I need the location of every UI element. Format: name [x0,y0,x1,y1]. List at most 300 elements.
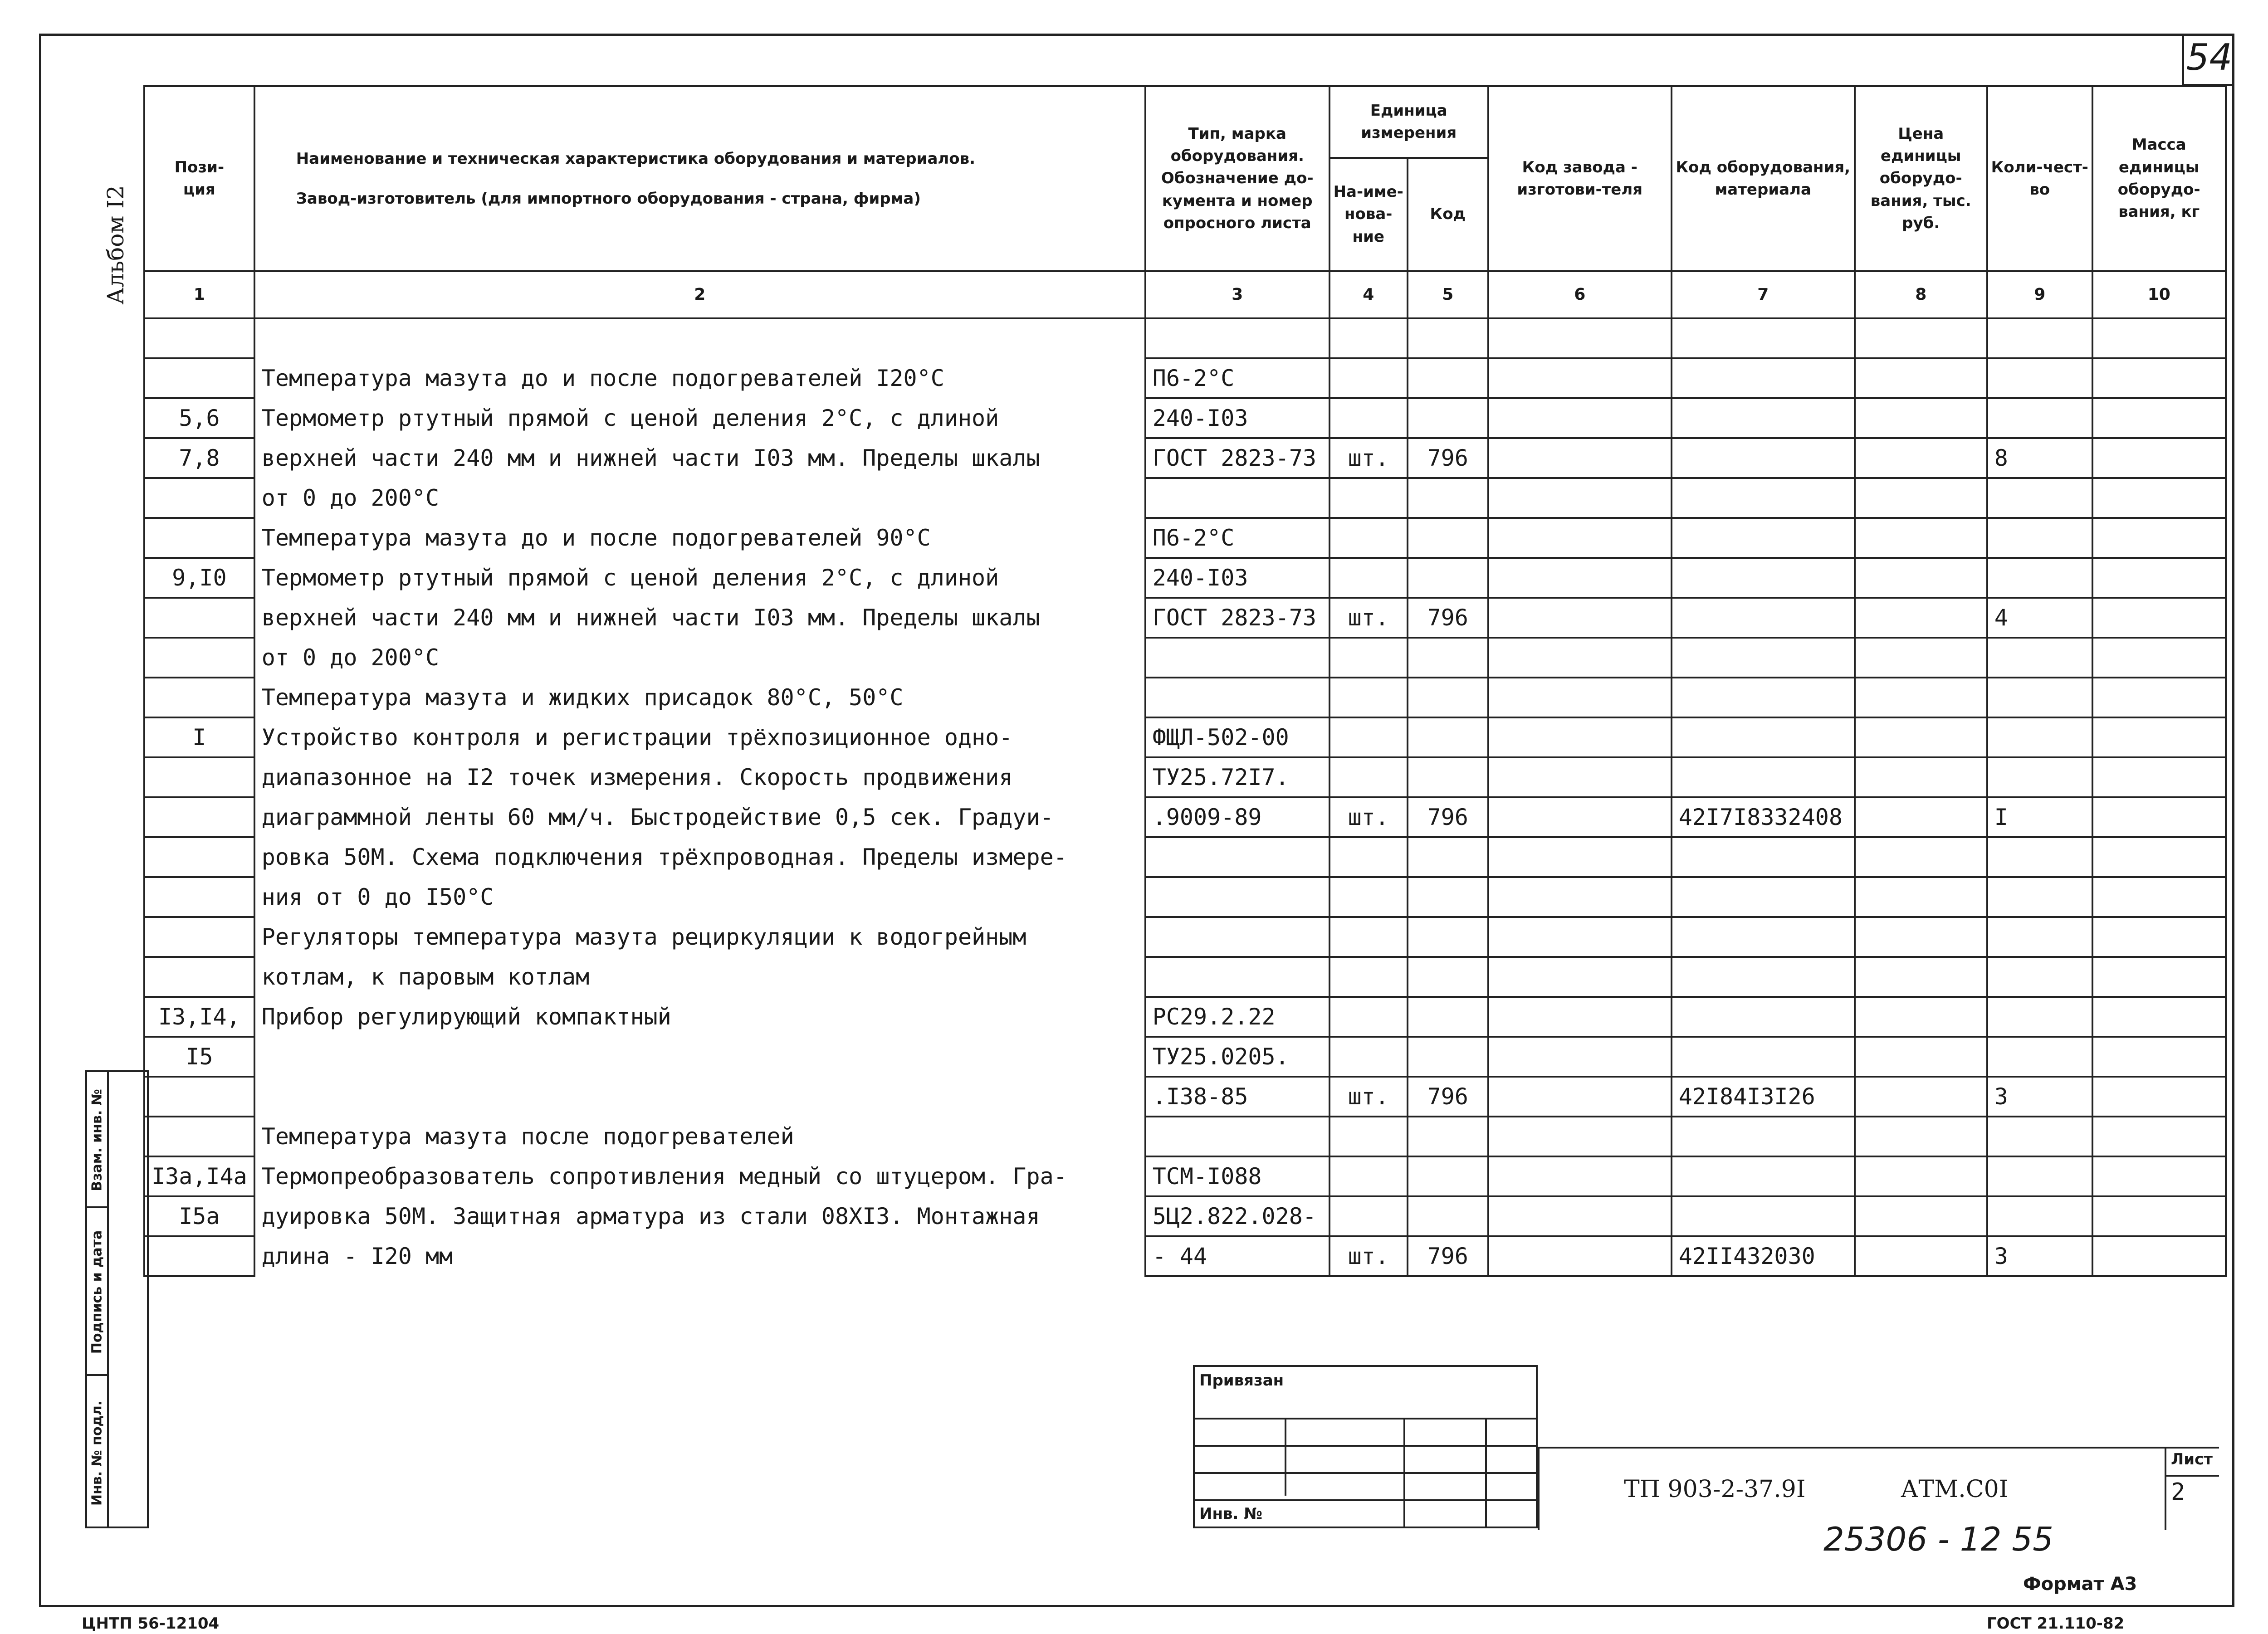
cell-type [1145,1117,1330,1156]
cell-item-code [1672,837,1855,877]
cell-factory-code [1488,1196,1672,1236]
cell-unit-code: 796 [1408,438,1488,478]
cell-factory-code [1488,1156,1672,1196]
cell-quantity [1987,717,2092,757]
cell-price [1855,398,1987,438]
album-label: Альбом I2 [103,185,129,305]
cell-quantity: 4 [1987,598,2092,638]
col-num: 2 [254,271,1145,318]
cell-mass [2092,717,2226,757]
doc-mark: АТМ.С0I [1901,1476,2009,1503]
specification-body [144,318,2226,1276]
cell-item-code [1672,757,1855,797]
side-stamp-label-column [87,1072,109,1527]
cell-type: .9009-89 [1145,797,1330,837]
cell-quantity [1987,518,2092,558]
cell-unit-code [1408,1196,1488,1236]
cell-price [1855,797,1987,837]
cell-unit [1330,318,1408,358]
cell-type: ГОСТ 2823-73 [1145,598,1330,638]
cell-name: Прибор регулирующий компактный [254,997,1145,1037]
table-row [144,1077,2226,1117]
cell-price [1855,558,1987,598]
cell-name: Температура мазута после подогревателей [254,1117,1145,1156]
cell-type [1145,638,1330,678]
cell-price [1855,1117,1987,1156]
cell-unit-code [1408,398,1488,438]
cell-price [1855,1236,1987,1276]
header-name-line2: Завод-изготовитель (для импортного оборудования - страна, фирма) [296,190,921,208]
cell-item-code [1672,1037,1855,1077]
header-unit-name: На-име-нова-ние [1330,158,1408,271]
cell-factory-code [1488,717,1672,757]
cell-price [1855,438,1987,478]
header-item-code: Код оборудования, материала [1672,86,1855,271]
cell-unit-code [1408,678,1488,717]
cell-mass [2092,837,2226,877]
table-row [144,398,2226,438]
cell-quantity [1987,837,2092,877]
cell-item-code [1672,438,1855,478]
cell-position: I3а,I4а [144,1156,254,1196]
footer-right: ГОСТ 21.110-82 [1987,1614,2125,1633]
cell-factory-code [1488,438,1672,478]
cell-item-code [1672,717,1855,757]
cell-price [1855,478,1987,518]
cell-mass [2092,678,2226,717]
stamp-line [1285,1418,1286,1496]
specification-table [143,85,2227,1277]
cell-unit-code [1408,717,1488,757]
cell-name: диапазонное на I2 точек измерения. Скорость продвижения [254,757,1145,797]
cell-price [1855,997,1987,1037]
cell-factory-code [1488,638,1672,678]
stamp-inv-label: Инв. № [1199,1505,1263,1523]
cell-item-code [1672,997,1855,1037]
cell-unit [1330,638,1408,678]
cell-type: 240-I03 [1145,558,1330,598]
cell-item-code [1672,917,1855,957]
cell-name: длина - I20 мм [254,1236,1145,1276]
cell-price [1855,917,1987,957]
cell-unit-code [1408,1117,1488,1156]
table-row [144,717,2226,757]
cell-name: Термометр ртутный прямой с ценой деления 2°С, с длиной [254,398,1145,438]
cell-mass [2092,318,2226,358]
title-block-edge [1538,1449,1540,1530]
cell-mass [2092,917,2226,957]
cell-type: - 44 [1145,1236,1330,1276]
table-row [144,358,2226,398]
cell-position [144,1117,254,1156]
cell-quantity [1987,957,2092,997]
cell-type: ТУ25.72I7. [1145,757,1330,797]
cell-mass [2092,598,2226,638]
col-num: 1 [144,271,254,318]
table-row [144,1037,2226,1077]
table-row [144,438,2226,478]
cell-type [1145,957,1330,997]
sheet-value: 2 [2171,1478,2185,1506]
cell-factory-code [1488,797,1672,837]
table-row [144,638,2226,678]
cell-unit: шт. [1330,797,1408,837]
cell-unit [1330,957,1408,997]
cell-quantity [1987,1117,2092,1156]
cell-price [1855,318,1987,358]
cell-factory-code [1488,1236,1672,1276]
cell-price [1855,598,1987,638]
cell-item-code: 42I7I8332408 [1672,797,1855,837]
cell-price [1855,717,1987,757]
title-block [1538,1447,2219,1530]
cell-unit [1330,997,1408,1037]
table-row [144,957,2226,997]
cell-mass [2092,1077,2226,1117]
cell-quantity: 3 [1987,1236,2092,1276]
cell-mass [2092,1236,2226,1276]
cell-price [1855,638,1987,678]
cell-factory-code [1488,757,1672,797]
cell-type: ТСМ-I088 [1145,1156,1330,1196]
header-factory-code: Код завода - изготови-теля [1488,86,1672,271]
cell-item-code [1672,957,1855,997]
cell-name [254,318,1145,358]
cell-unit-code [1408,638,1488,678]
cell-name: дуировка 50М. Защитная арматура из стали 08ХI3. Монтажная [254,1196,1145,1236]
cell-price [1855,358,1987,398]
cell-factory-code [1488,358,1672,398]
cell-unit-code [1408,478,1488,518]
cell-mass [2092,398,2226,438]
side-stamp-replace-inv: Взам. инв. № [89,1089,105,1191]
cell-factory-code [1488,1077,1672,1117]
binding-stamp [1193,1365,1538,1528]
cell-unit [1330,478,1408,518]
cell-position [144,1236,254,1276]
cell-name: верхней части 240 мм и нижней части I03 мм. Пределы шкалы [254,598,1145,638]
binding-stamp-title: Привязан [1199,1371,1284,1390]
cell-mass [2092,757,2226,797]
cell-item-code: 42I84I3I26 [1672,1077,1855,1117]
cell-factory-code [1488,558,1672,598]
cell-factory-code [1488,478,1672,518]
cell-factory-code [1488,917,1672,957]
cell-mass [2092,438,2226,478]
col-num: 5 [1408,271,1488,318]
cell-position [144,598,254,638]
cell-position [144,518,254,558]
cell-mass [2092,877,2226,917]
stamp-line [1485,1418,1487,1527]
col-num: 8 [1855,271,1987,318]
cell-item-code [1672,318,1855,358]
cell-unit-code: 796 [1408,1077,1488,1117]
cell-item-code [1672,1156,1855,1196]
cell-price [1855,877,1987,917]
cell-position [144,837,254,877]
cell-quantity [1987,1196,2092,1236]
table-row [144,1156,2226,1196]
cell-type [1145,877,1330,917]
cell-unit [1330,917,1408,957]
cell-factory-code [1488,837,1672,877]
cell-quantity [1987,1037,2092,1077]
cell-unit: шт. [1330,1077,1408,1117]
cell-unit [1330,558,1408,598]
cell-type: П6-2°С [1145,518,1330,558]
cell-type: 5Ц2.822.028- [1145,1196,1330,1236]
cell-item-code: 42II432030 [1672,1236,1855,1276]
cell-name: котлам, к паровым котлам [254,957,1145,997]
footer-left: ЦНТП 56-12104 [82,1614,220,1633]
cell-position [144,478,254,518]
table-row [144,678,2226,717]
title-block-divider [2165,1449,2166,1530]
table-row [144,518,2226,558]
cell-unit-code [1408,877,1488,917]
header-price: Цена единицы оборудо-вания, тыс. руб. [1855,86,1987,271]
cell-type: .I38-85 [1145,1077,1330,1117]
cell-factory-code [1488,598,1672,638]
table-row [144,797,2226,837]
cell-price [1855,518,1987,558]
col-num: 3 [1145,271,1330,318]
cell-position [144,358,254,398]
cell-type: ФЩЛ-502-00 [1145,717,1330,757]
sheet-number-box [2182,34,2234,86]
cell-quantity [1987,478,2092,518]
cell-position [144,957,254,997]
cell-position: I3,I4, [144,997,254,1037]
cell-name: ровка 50М. Схема подключения трёхпроводная. Пределы измере- [254,837,1145,877]
cell-name: Температура мазута и жидких присадок 80°С, 50°С [254,678,1145,717]
cell-unit-code [1408,318,1488,358]
cell-price [1855,837,1987,877]
cell-factory-code [1488,957,1672,997]
table-row [144,478,2226,518]
cell-item-code [1672,558,1855,598]
cell-position [144,757,254,797]
cell-quantity [1987,318,2092,358]
cell-price [1855,957,1987,997]
col-num: 10 [2092,271,2226,318]
cell-unit [1330,358,1408,398]
cell-position: I5 [144,1037,254,1077]
cell-position: I5а [144,1196,254,1236]
cell-name: Регуляторы температура мазута рециркуляции к водогрейным [254,917,1145,957]
table-row [144,917,2226,957]
archive-number-handwritten: 25306 - 12 55 [1823,1520,2053,1558]
table-row [144,1117,2226,1156]
cell-unit [1330,518,1408,558]
cell-position: 7,8 [144,438,254,478]
cell-price [1855,1037,1987,1077]
cell-unit [1330,1117,1408,1156]
cell-quantity: 8 [1987,438,2092,478]
cell-type: ГОСТ 2823-73 [1145,438,1330,478]
title-block-divider [2165,1475,2219,1477]
table-row [144,837,2226,877]
header-unit-code: Код [1408,158,1488,271]
side-stamp [85,1070,149,1528]
cell-mass [2092,358,2226,398]
cell-price [1855,1156,1987,1196]
cell-mass [2092,1117,2226,1156]
cell-name: от 0 до 200°С [254,638,1145,678]
cell-item-code [1672,358,1855,398]
header-name [254,86,1145,271]
cell-item-code [1672,877,1855,917]
table-row [144,757,2226,797]
cell-mass [2092,558,2226,598]
cell-mass [2092,638,2226,678]
cell-mass [2092,1156,2226,1196]
cell-unit [1330,877,1408,917]
cell-quantity [1987,917,2092,957]
col-num: 4 [1330,271,1408,318]
cell-position [144,1077,254,1117]
side-stamp-signature-date: Подпись и дата [89,1230,105,1354]
cell-unit [1330,757,1408,797]
cell-item-code [1672,1117,1855,1156]
cell-quantity [1987,877,2092,917]
cell-unit-code [1408,358,1488,398]
cell-position: 9,I0 [144,558,254,598]
table-row [144,1196,2226,1236]
cell-unit: шт. [1330,438,1408,478]
cell-price [1855,678,1987,717]
sheet-label: Лист [2171,1450,2213,1468]
table-row [144,1236,2226,1276]
column-numbers-row [144,271,2226,318]
cell-item-code [1672,478,1855,518]
cell-unit [1330,837,1408,877]
cell-unit: шт. [1330,1236,1408,1276]
side-stamp-original-inv: Инв. № подл. [89,1400,105,1506]
cell-position [144,638,254,678]
cell-name: Температура мазута до и после подогревателей I20°С [254,358,1145,398]
cell-type: 240-I03 [1145,398,1330,438]
cell-name: от 0 до 200°С [254,478,1145,518]
cell-quantity [1987,398,2092,438]
cell-unit: шт. [1330,598,1408,638]
cell-quantity [1987,358,2092,398]
cell-type [1145,318,1330,358]
cell-unit-code [1408,757,1488,797]
cell-position [144,877,254,917]
col-num: 9 [1987,271,2092,318]
cell-quantity [1987,558,2092,598]
table-row [144,877,2226,917]
cell-item-code [1672,518,1855,558]
cell-unit-code: 796 [1408,1236,1488,1276]
header-name-line1: Наименование и техническая характеристика оборудования и материалов. [296,149,976,168]
cell-unit-code [1408,957,1488,997]
cell-position [144,318,254,358]
cell-factory-code [1488,518,1672,558]
cell-price [1855,757,1987,797]
header-unit-group: Единица измерения [1330,86,1488,158]
cell-unit-code: 796 [1408,598,1488,638]
cell-mass [2092,1196,2226,1236]
cell-type: П6-2°С [1145,358,1330,398]
cell-unit-code [1408,518,1488,558]
col-num: 6 [1488,271,1672,318]
cell-mass [2092,957,2226,997]
cell-mass [2092,797,2226,837]
cell-unit [1330,678,1408,717]
cell-unit-code [1408,1037,1488,1077]
table-row [144,598,2226,638]
header-quantity: Коли-чест-во [1987,86,2092,271]
cell-unit [1330,1196,1408,1236]
cell-unit [1330,717,1408,757]
cell-name: ния от 0 до I50°С [254,877,1145,917]
cell-name: диаграммной ленты 60 мм/ч. Быстродействие 0,5 сек. Градуи- [254,797,1145,837]
cell-unit-code: 796 [1408,797,1488,837]
cell-factory-code [1488,318,1672,358]
cell-unit-code [1408,917,1488,957]
header-row-top [144,86,2226,158]
header-position: Пози- ция [144,86,254,271]
cell-name: Температура мазута до и после подогревателей 90°С [254,518,1145,558]
cell-name: верхней части 240 мм и нижней части I03 мм. Пределы шкалы [254,438,1145,478]
cell-mass [2092,1037,2226,1077]
cell-position [144,917,254,957]
header-type: Тип, марка оборудования. Обозначение до-кумента и номер опросного листа [1145,86,1330,271]
cell-quantity [1987,757,2092,797]
cell-factory-code [1488,1117,1672,1156]
cell-position: 5,6 [144,398,254,438]
cell-type [1145,678,1330,717]
cell-type: ТУ25.0205. [1145,1037,1330,1077]
cell-unit [1330,398,1408,438]
sheet-number-handwritten: 54 [2186,36,2233,78]
cell-unit-code [1408,837,1488,877]
cell-factory-code [1488,997,1672,1037]
table-row [144,997,2226,1037]
cell-mass [2092,518,2226,558]
cell-quantity [1987,1156,2092,1196]
cell-mass [2092,997,2226,1037]
cell-item-code [1672,638,1855,678]
cell-quantity [1987,638,2092,678]
cell-item-code [1672,678,1855,717]
table-row [144,318,2226,358]
cell-type: РС29.2.22 [1145,997,1330,1037]
cell-price [1855,1077,1987,1117]
cell-quantity: I [1987,797,2092,837]
cell-factory-code [1488,398,1672,438]
cell-quantity: 3 [1987,1077,2092,1117]
cell-name [254,1077,1145,1117]
cell-price [1855,1196,1987,1236]
col-num: 7 [1672,271,1855,318]
cell-name: Термометр ртутный прямой с ценой деления 2°С, с длиной [254,558,1145,598]
cell-unit [1330,1037,1408,1077]
cell-factory-code [1488,1037,1672,1077]
cell-unit [1330,1156,1408,1196]
cell-quantity [1987,678,2092,717]
cell-type [1145,917,1330,957]
cell-factory-code [1488,877,1672,917]
format-label: Формат А3 [2023,1574,2137,1595]
cell-quantity [1987,997,2092,1037]
stamp-line [1403,1418,1405,1527]
cell-position [144,797,254,837]
cell-unit-code [1408,558,1488,598]
